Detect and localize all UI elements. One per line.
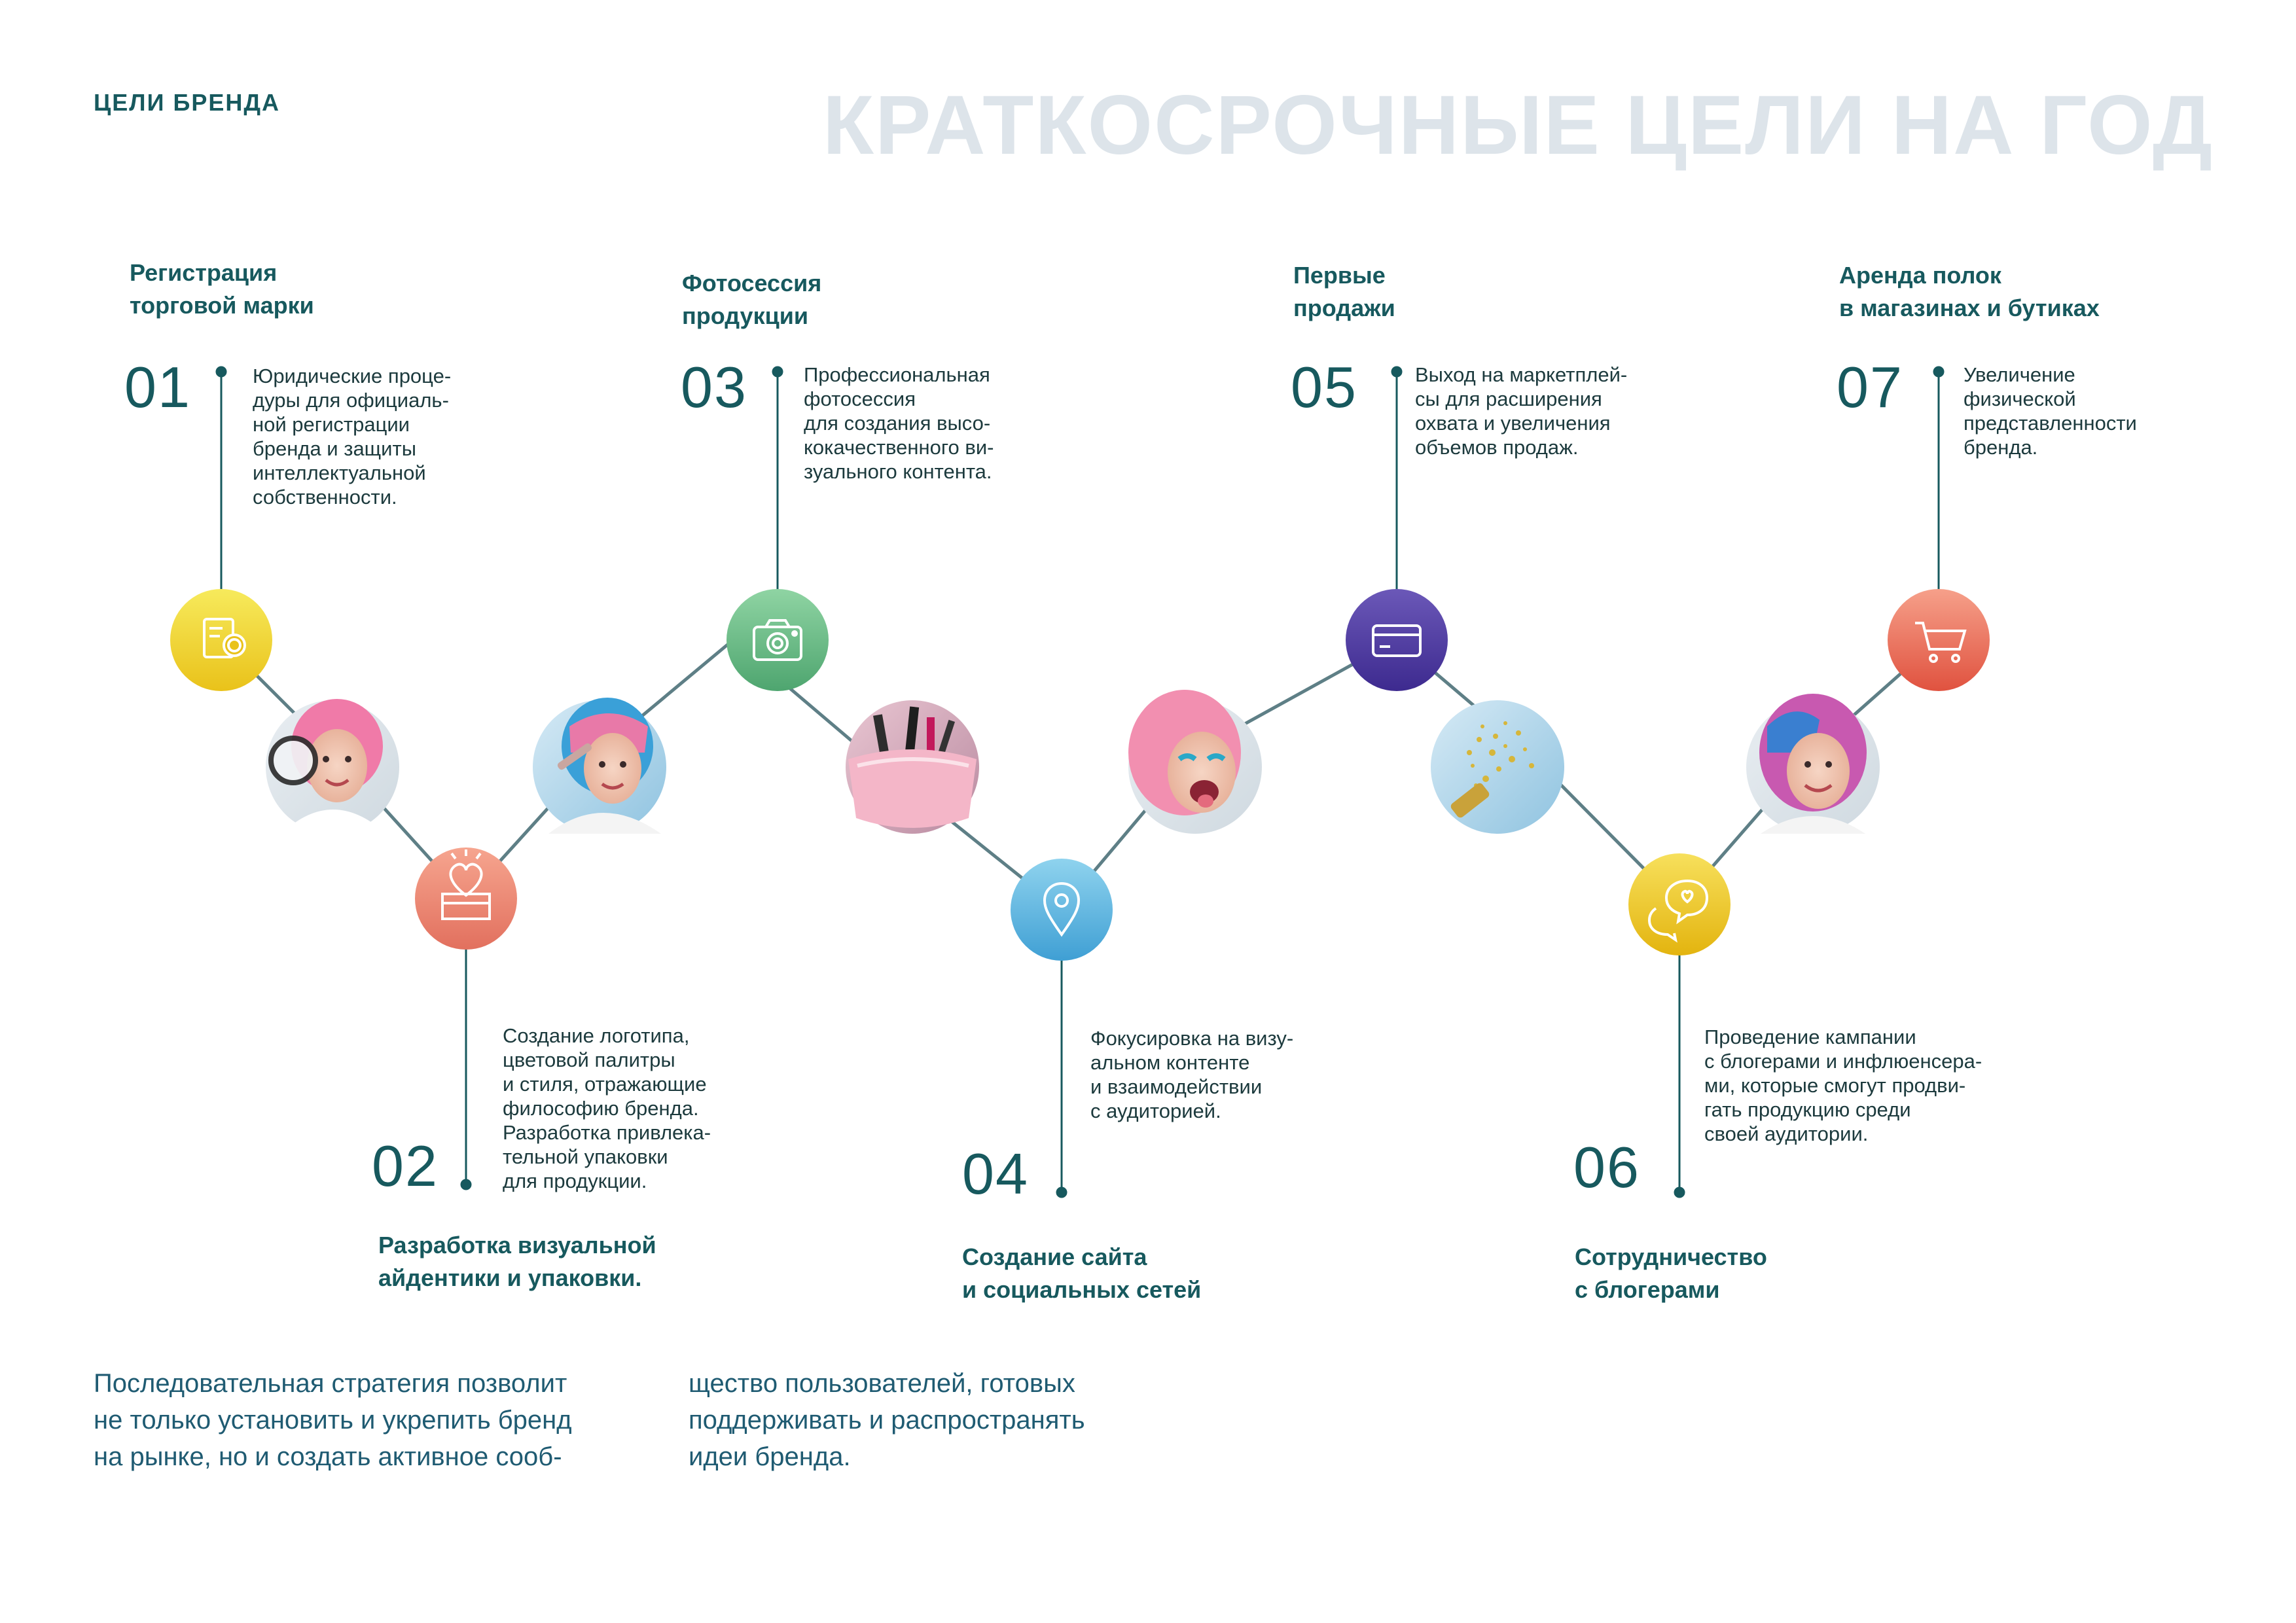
step-05-number: 05 [1291,355,1357,419]
step-03-title: Фотосессия продукции [682,270,822,329]
step-01-description: Юридические проце- дуры для официаль- ной регистрации бренда и защиты интеллектуальной собственности. [253,365,452,508]
leader-lines [217,367,1943,1200]
step-04-icon-circle [1011,859,1113,961]
step-04-title: Создание сайта и социальных сетей [962,1243,1202,1303]
photo-brush [533,698,666,834]
photo-smiling [1746,694,1880,834]
footer-paragraph-col2: щество пользователей, готовых поддерживать и распространять идеи бренда. [689,1369,1085,1471]
step-06-number: 06 [1573,1135,1640,1200]
step-02-number: 02 [372,1133,439,1198]
photo-magnifier [266,699,399,834]
step-01-title: Регистрация торговой марки [130,259,314,319]
footer-paragraph-col1: Последовательная стратегия позволит не только установить и укрепить бренд на рынке, но и создать активное сооб- [94,1369,572,1471]
step-03-number: 03 [681,355,747,419]
step-07-description: Увеличение физической представленности бренда. [1964,363,2137,459]
photo-laughing [1128,690,1262,834]
step-06-icon-circle [1628,853,1731,955]
step-05-icon-circle [1346,589,1448,691]
step-04-description: Фокусировка на визу- альном контенте и взаимодействии с аудиторией. [1090,1027,1294,1122]
step-02-icon-circle [415,847,517,950]
step-05-description: Выход на маркетплей- сы для расширения охвата и увеличения объемов продаж. [1415,363,1628,459]
step-02-title: Разработка визуальной айдентики и упаковки. [378,1232,656,1291]
step-07-number: 07 [1837,355,1903,419]
step-03-icon-circle [726,589,829,691]
step-05-title: Первые продажи [1293,262,1395,321]
step-06-title: Сотрудничество с блогерами [1575,1243,1767,1303]
photo-cosmetic-bag [846,700,979,834]
page-title: КРАТКОСРОЧНЫЕ ЦЕЛИ НА ГОД [822,79,2214,172]
step-03-description: Профессиональная фотосессия для создания высо- кокачественного ви- зуального контента. [804,363,994,483]
step-07-title: Аренда полок в магазинах и бутиках [1839,262,2100,321]
step-01-icon-circle [170,589,272,691]
step-04-number: 04 [962,1141,1029,1206]
step-01-number: 01 [124,355,191,419]
photo-glitter [1431,700,1564,834]
step-06-description: Проведение кампании с блогерами и инфлюенсера- ми, которые смогут продви- гать продукцию среди своей аудитории. [1704,1026,1982,1145]
step-02-description: Создание логотипа, цветовой палитры и стиля, отражающие философию бренда. Разработка привлека- тельной упаковки для продукции. [503,1024,711,1192]
step-07-icon-circle [1888,589,1990,691]
section-label: ЦЕЛИ БРЕНДА [94,89,280,116]
